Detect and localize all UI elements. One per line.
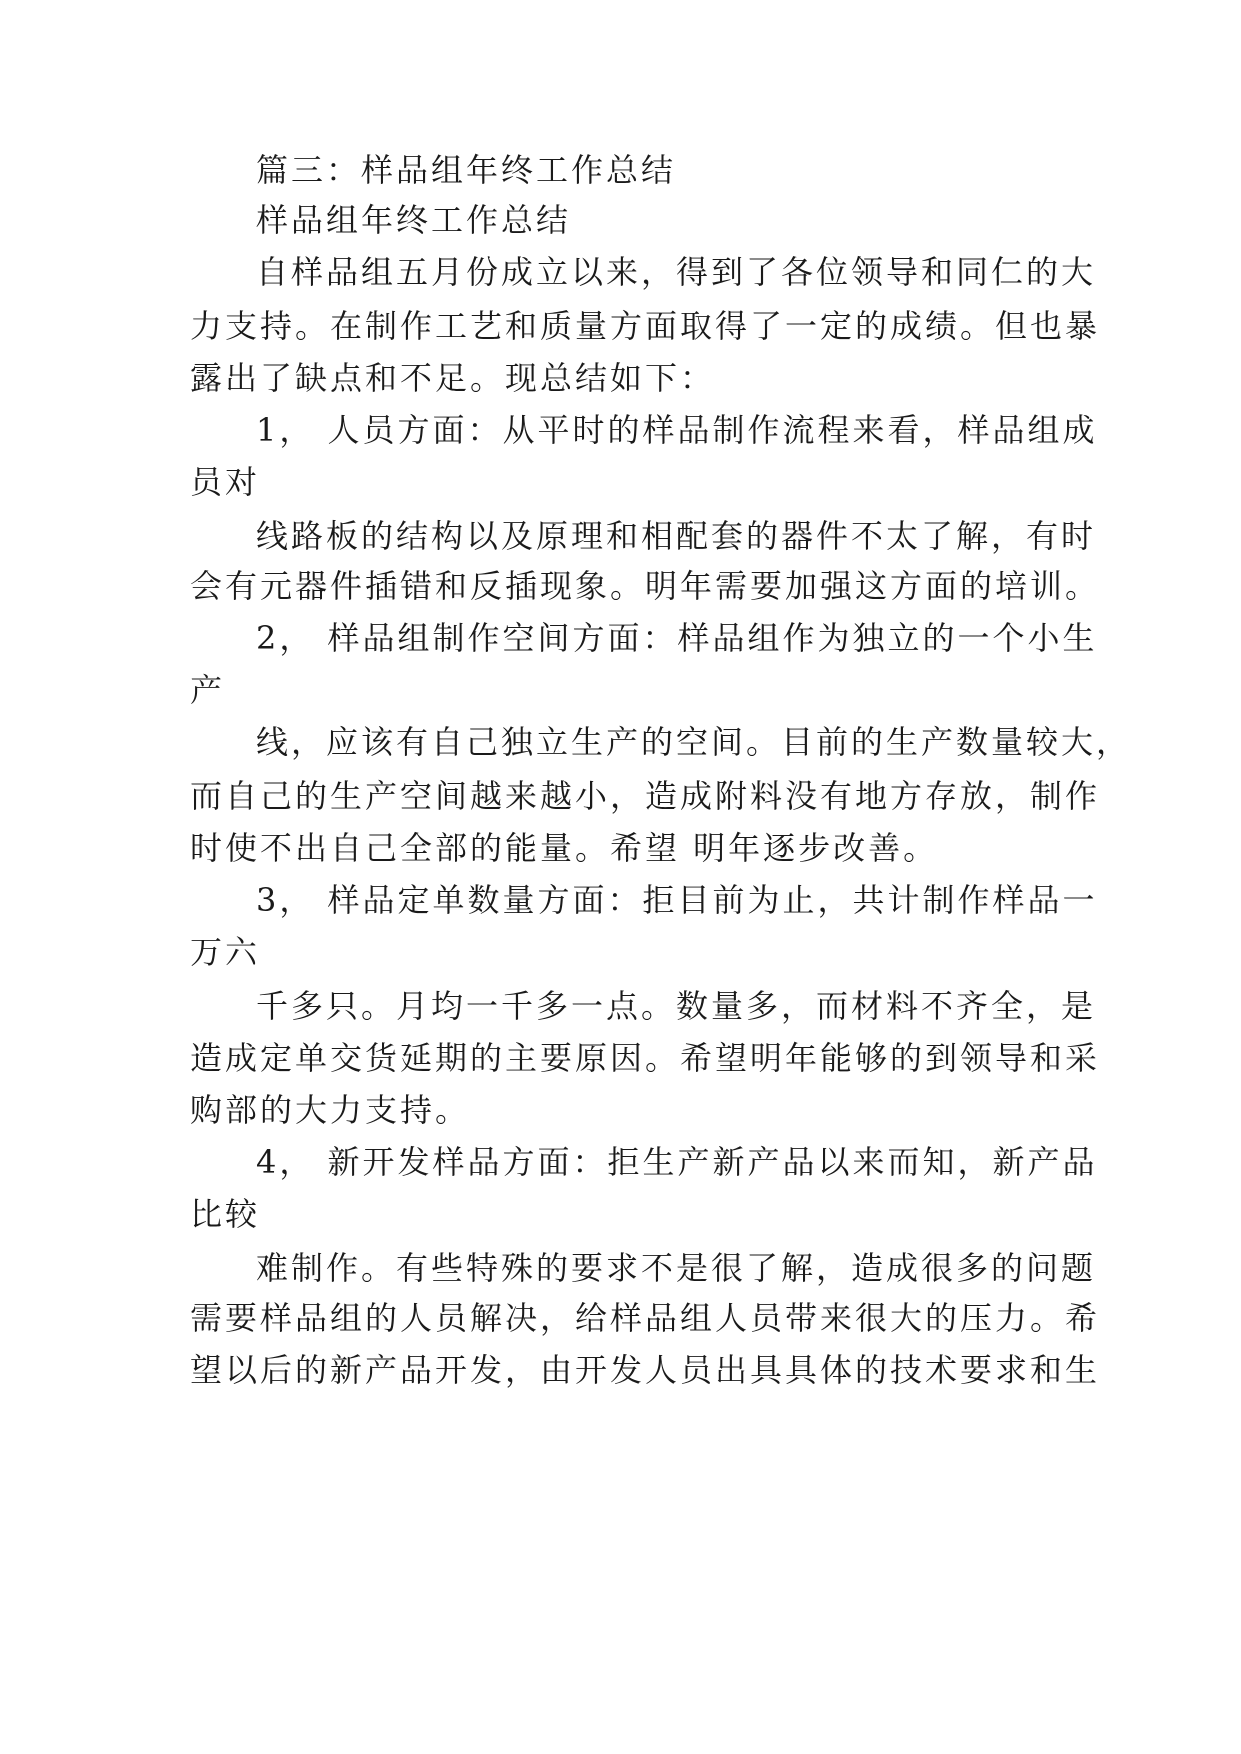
item2-tail: 产 xyxy=(190,671,226,709)
item1-body-line: 线路板的结构以及原理和相配套的器件不太了解，有时 xyxy=(256,517,1097,555)
item2-body-line: 线，应该有自己独立生产的空间。目前的生产数量较大， xyxy=(256,723,1132,761)
intro-line: 露出了缺点和不足。现总结如下： xyxy=(190,359,716,397)
item3-head: 3， 样品定单数量方面：拒目前为止，共计制作样品一 xyxy=(256,881,1098,919)
item4-body-line: 难制作。有些特殊的要求不是很了解，造成很多的问题 xyxy=(256,1249,1097,1287)
intro-line: 力支持。在制作工艺和质量方面取得了一定的成绩。但也暴 xyxy=(190,307,1101,345)
item2-body-line: 时使不出自己全部的能量。希望 明年逐步改善。 xyxy=(190,829,939,867)
item3-body-line: 千多只。月均一千多一点。数量多，而材料不齐全，是 xyxy=(256,987,1097,1025)
intro-line: 自样品组五月份成立以来，得到了各位领导和同仁的大 xyxy=(256,253,1097,291)
item4-tail: 比较 xyxy=(190,1195,261,1233)
item4-head: 4， 新开发样品方面：拒生产新产品以来而知，新产品 xyxy=(256,1143,1098,1181)
item3-tail: 万六 xyxy=(190,933,261,971)
item2-head: 2， 样品组制作空间方面：样品组作为独立的一个小生 xyxy=(256,619,1098,657)
item4-body-line: 需要样品组的人员解决，给样品组人员带来很大的压力。希 xyxy=(190,1299,1101,1337)
item4-body-line: 望以后的新产品开发，由开发人员出具具体的技术要求和生 xyxy=(190,1351,1101,1389)
item1-body-line: 会有元器件插错和反插现象。明年需要加强这方面的培训。 xyxy=(190,567,1101,605)
item1-head: 1， 人员方面：从平时的样品制作流程来看，样品组成 xyxy=(256,411,1098,449)
item2-body-line: 而自己的生产空间越来越小，造成附料没有地方存放，制作 xyxy=(190,777,1101,815)
document-title: 样品组年终工作总结 xyxy=(256,201,572,239)
item3-body-line: 造成定单交货延期的主要原因。希望明年能够的到领导和采 xyxy=(190,1039,1101,1077)
item1-tail: 员对 xyxy=(190,463,261,501)
section-heading: 篇三：样品组年终工作总结 xyxy=(256,151,677,189)
item3-body-line: 购部的大力支持。 xyxy=(190,1091,471,1129)
